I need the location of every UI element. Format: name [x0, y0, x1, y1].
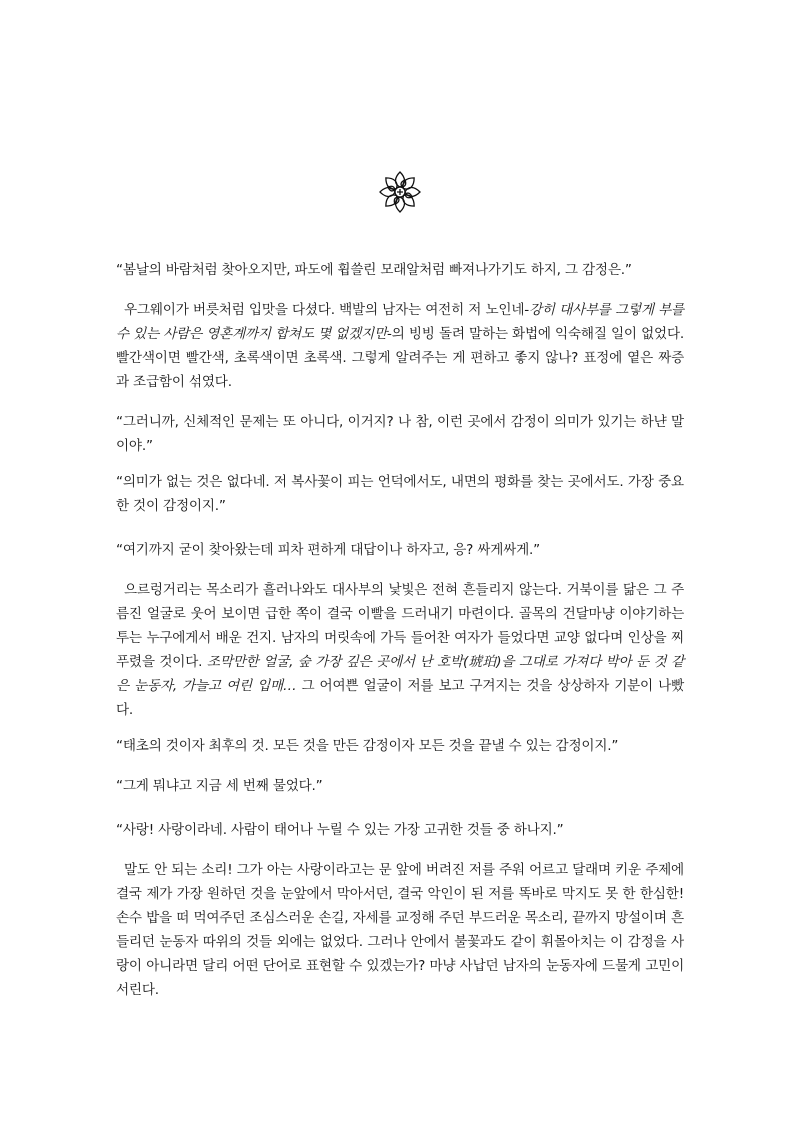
italic-aside: 강히 대사부를 그렇게 부를 수 있는 사람은 영혼계까지 합쳐도 몇 없겠지만	[116, 302, 684, 342]
dialogue-paragraph: “의미가 없는 것은 없다네. 저 복사꽃이 피는 언덕에서도, 내면의 평화를 찾는 곳에서도. 가장 중요한 것이 감정이지.”	[116, 474, 684, 514]
flower-ornament-icon	[378, 170, 422, 214]
dialogue-paragraph: “봄날의 바람처럼 찾아오지만, 파도에 휩쓸린 모래알처럼 빠져나가기도 하지, 그 감정은.”	[116, 262, 632, 278]
narration-paragraph: 말도 안 되는 소리! 그가 아는 사랑이라고는 문 앞에 버려진 저를 주워 어르고 달래며 키운 주제에 결국 제가 가장 원하던 것을 눈앞에서 막아서던, 결국 악인이 된 저를 똑바로 막지도 못 한 한심한! 손수 밥을 떠 먹여주던 조심스러운 손길, 자세를 교정해 주던 부드러운 목소리, 끝까지 망설이며 흔들리던 눈동자 따위의 것들 외에는 없었다. 그러나 안에서 불꽃과도 같이 휘몰아치는 이 감정을 사랑이 아니라면 달리 어떤 단어로 표현할 수 있겠는가? 마냥 사납던 남자의 눈동자에 드물게 고민이 서린다.	[116, 862, 684, 998]
italic-description: 조막만한 얼굴, 숲 가장 깊은 곳에서 난 호박(琥珀)을 그대로 가져다 박아 둔 것 같은 눈동자, 가늘고 여린 입매…	[116, 654, 685, 694]
dialogue-paragraph: “여기까지 굳이 찾아왔는데 피차 편하게 대답이나 하자고, 응? 싸게싸게.”	[116, 542, 540, 558]
narration-paragraph: 우그웨이가 버릇처럼 입맛을 다셨다. 백발의 남자는 여전히 저 노인네-강히 대사부를 그렇게 부를 수 있는 사람은 영혼계까지 합쳐도 몇 없겠지만-의 빙빙 돌려 말하는 화법에 익숙해질 일이 없었다. 빨간색이면 빨간색, 초록색이면 초록색. 그렇게 알려주는 게 편하고 좋지 않나? 표정에 옅은 짜증과 조급함이 섞였다.	[116, 302, 684, 390]
dialogue-paragraph: “그게 뭐냐고 지금 세 번째 물었다.”	[116, 778, 323, 794]
dialogue-paragraph: “사랑! 사랑이라네. 사람이 태어나 누릴 수 있는 가장 고귀한 것들 중 하나지.”	[116, 822, 564, 838]
narration-paragraph: 으르렁거리는 목소리가 흘러나와도 대사부의 낯빛은 전혀 흔들리지 않는다. 거북이를 닮은 그 주름진 얼굴로 웃어 보이면 급한 쪽이 결국 이빨을 드러내기 마련이다. 골목의 건달마냥 이야기하는 투는 누구에게서 배운 건지. 남자의 머릿속에 가득 들어찬 여자가 들었다면 교양 없다며 인상을 찌푸렸을 것이다. 조막만한 얼굴, 숲 가장 깊은 곳에서 난 호박(琥珀)을 그대로 가져다 박아 둔 것 같은 눈동자, 가늘고 여린 입매… 그 어여쁜 얼굴이 저를 보고 구겨지는 것을 상상하자 기분이 나빴다.	[116, 582, 685, 718]
dialogue-paragraph: “그러니까, 신체적인 문제는 또 아니다, 이거지? 나 참, 이런 곳에서 감정이 의미가 있기는 하냔 말이야.”	[116, 414, 684, 454]
dialogue-paragraph: “태초의 것이자 최후의 것. 모든 것을 만든 감정이자 모든 것을 끝낼 수 있는 감정이지.”	[116, 738, 619, 754]
